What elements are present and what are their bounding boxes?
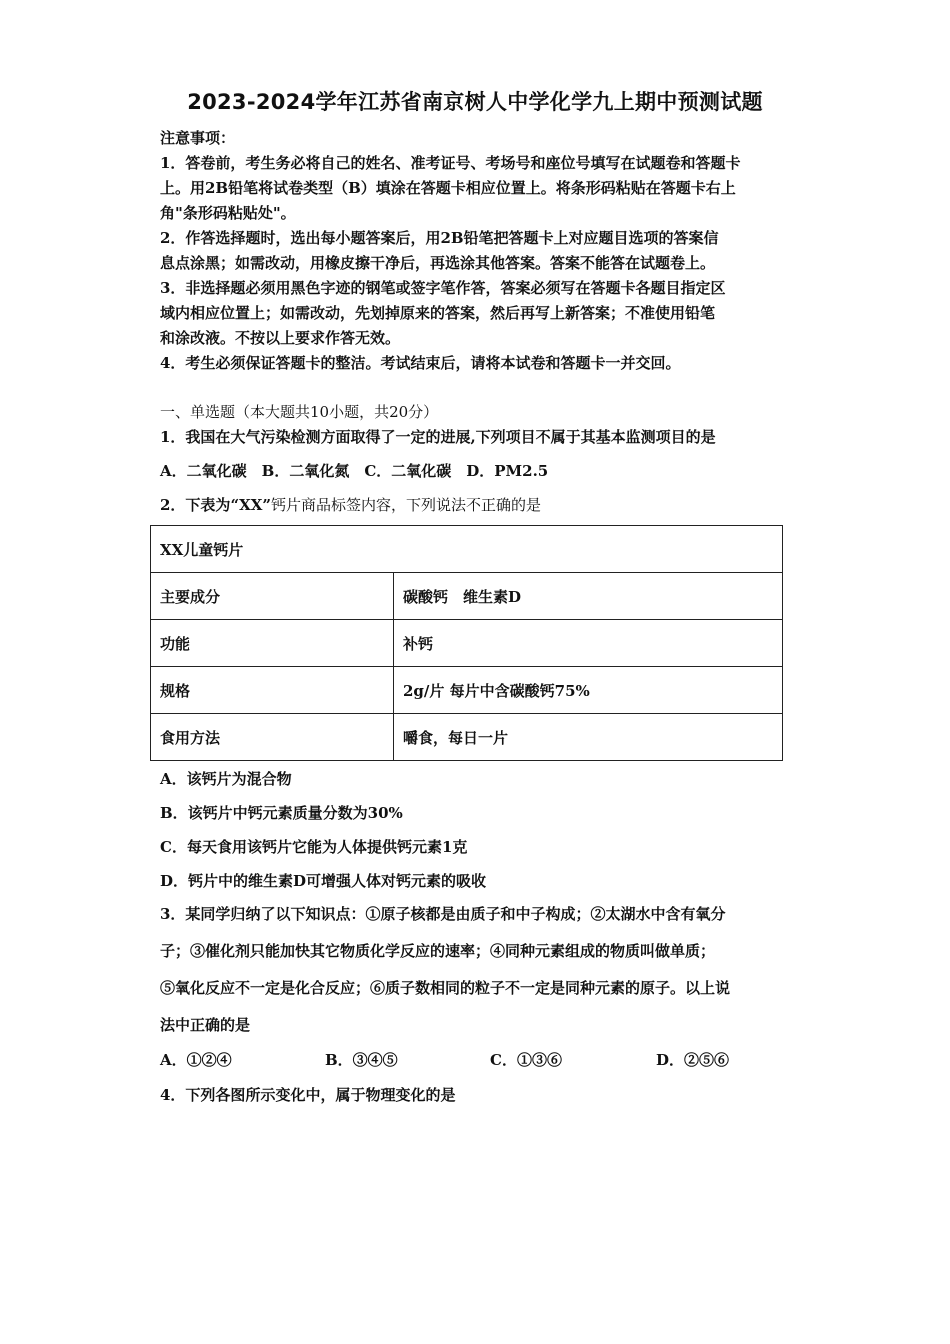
- question-3-option-a: A．①②④: [160, 1051, 232, 1069]
- notice-line: 1．答卷前，考生务必将自己的姓名、准考证号、考场号和座位号填写在试题卷和答题卡: [160, 154, 741, 172]
- notice-line: 角"条形码粘贴处"。: [160, 204, 296, 222]
- notice-line: 和涂改液。不按以上要求作答无效。: [160, 329, 401, 347]
- table-key-cell: 功能: [151, 620, 394, 667]
- question-1-options: A．二氧化碳 B．二氧化氮 C．二氧化碳 D．PM2.5: [160, 462, 549, 480]
- table-row: [151, 620, 783, 667]
- section-heading: 一、单选题（本大题共10小题，共20分）: [160, 403, 439, 421]
- notice-line: 3．非选择题必须用黑色字迹的钢笔或签字笔作答，答案必须写在答题卡各题目指定区: [160, 279, 726, 297]
- table-value-cell: 2g/片 每片中含碳酸钙75%: [394, 667, 783, 714]
- table-key-cell: 主要成分: [151, 573, 394, 620]
- question-2-option-a: A．该钙片为混合物: [160, 770, 292, 788]
- table-key-cell: 规格: [151, 667, 394, 714]
- table-key-cell: 食用方法: [151, 714, 394, 761]
- table-row: [151, 526, 783, 573]
- table-header-cell: XX儿童钙片: [151, 526, 783, 573]
- product-label-table: [150, 525, 783, 761]
- table-row: [151, 573, 783, 620]
- question-3-stem: [160, 896, 800, 1044]
- question-2-stem-rest: 钙片商品标签内容，下列说法不正确的是: [270, 496, 541, 514]
- table-row: [151, 714, 783, 761]
- question-2-option-d: D．钙片中的维生素D可增强人体对钙元素的吸收: [160, 872, 487, 890]
- table-value-cell: 碳酸钙 维生素D: [394, 573, 783, 620]
- table-value-cell: 嚼食，每日一片: [394, 714, 783, 761]
- question-3-line: 子；③催化剂只能加快其它物质化学反应的速率；④同种元素组成的物质叫做单质；: [160, 942, 716, 960]
- notice-line: 4．考生必须保证答题卡的整洁。考试结束后，请将本试卷和答题卡一并交回。: [160, 354, 681, 372]
- notice-line: 息点涂黑；如需改动，用橡皮擦干净后，再选涂其他答案。答案不能答在试题卷上。: [160, 254, 716, 272]
- notice-section: [160, 126, 800, 376]
- question-3-option-b: B．③④⑤: [325, 1051, 398, 1069]
- question-4-stem: 4．下列各图所示变化中，属于物理变化的是: [160, 1086, 456, 1104]
- question-2-stem: [160, 494, 541, 515]
- notice-line: 域内相应位置上；如需改动，先划掉原来的答案，然后再写上新答案；不准使用铅笔: [160, 304, 716, 322]
- table-row: [151, 667, 783, 714]
- question-3-option-d: D．②⑤⑥: [656, 1051, 730, 1069]
- notice-heading: 注意事项：: [160, 129, 236, 147]
- notice-line: 上。用2B铅笔将试卷类型（B）填涂在答题卡相应位置上。将条形码粘贴在答题卡右上: [160, 179, 736, 197]
- question-3-line: ⑤氧化反应不一定是化合反应；⑥质子数相同的粒子不一定是同种元素的原子。以上说: [160, 979, 731, 997]
- question-3-option-c: C．①③⑥: [490, 1051, 562, 1069]
- page-title: 2023-2024学年江苏省南京树人中学化学九上期中预测试题: [187, 90, 763, 114]
- notice-line: 2．作答选择题时，选出每小题答案后，用2B铅笔把答题卡上对应题目选项的答案信: [160, 229, 719, 247]
- question-1-stem: 1．我国在大气污染检测方面取得了一定的进展,下列项目不属于其基本监测项目的是: [160, 428, 716, 446]
- table-value-cell: 补钙: [394, 620, 783, 667]
- question-2-stem-quote: “XX”: [230, 496, 271, 514]
- question-2-option-c: C．每天食用该钙片它能为人体提供钙元素1克: [160, 838, 468, 856]
- question-2-option-b: B．该钙片中钙元素质量分数为30%: [160, 804, 403, 822]
- question-2-stem-prefix: 2．下表为: [160, 496, 231, 514]
- question-3-line: 法中正确的是: [160, 1016, 251, 1034]
- question-3-line: 3．某同学归纳了以下知识点：①原子核都是由质子和中子构成；②太湖水中含有氧分: [160, 905, 726, 923]
